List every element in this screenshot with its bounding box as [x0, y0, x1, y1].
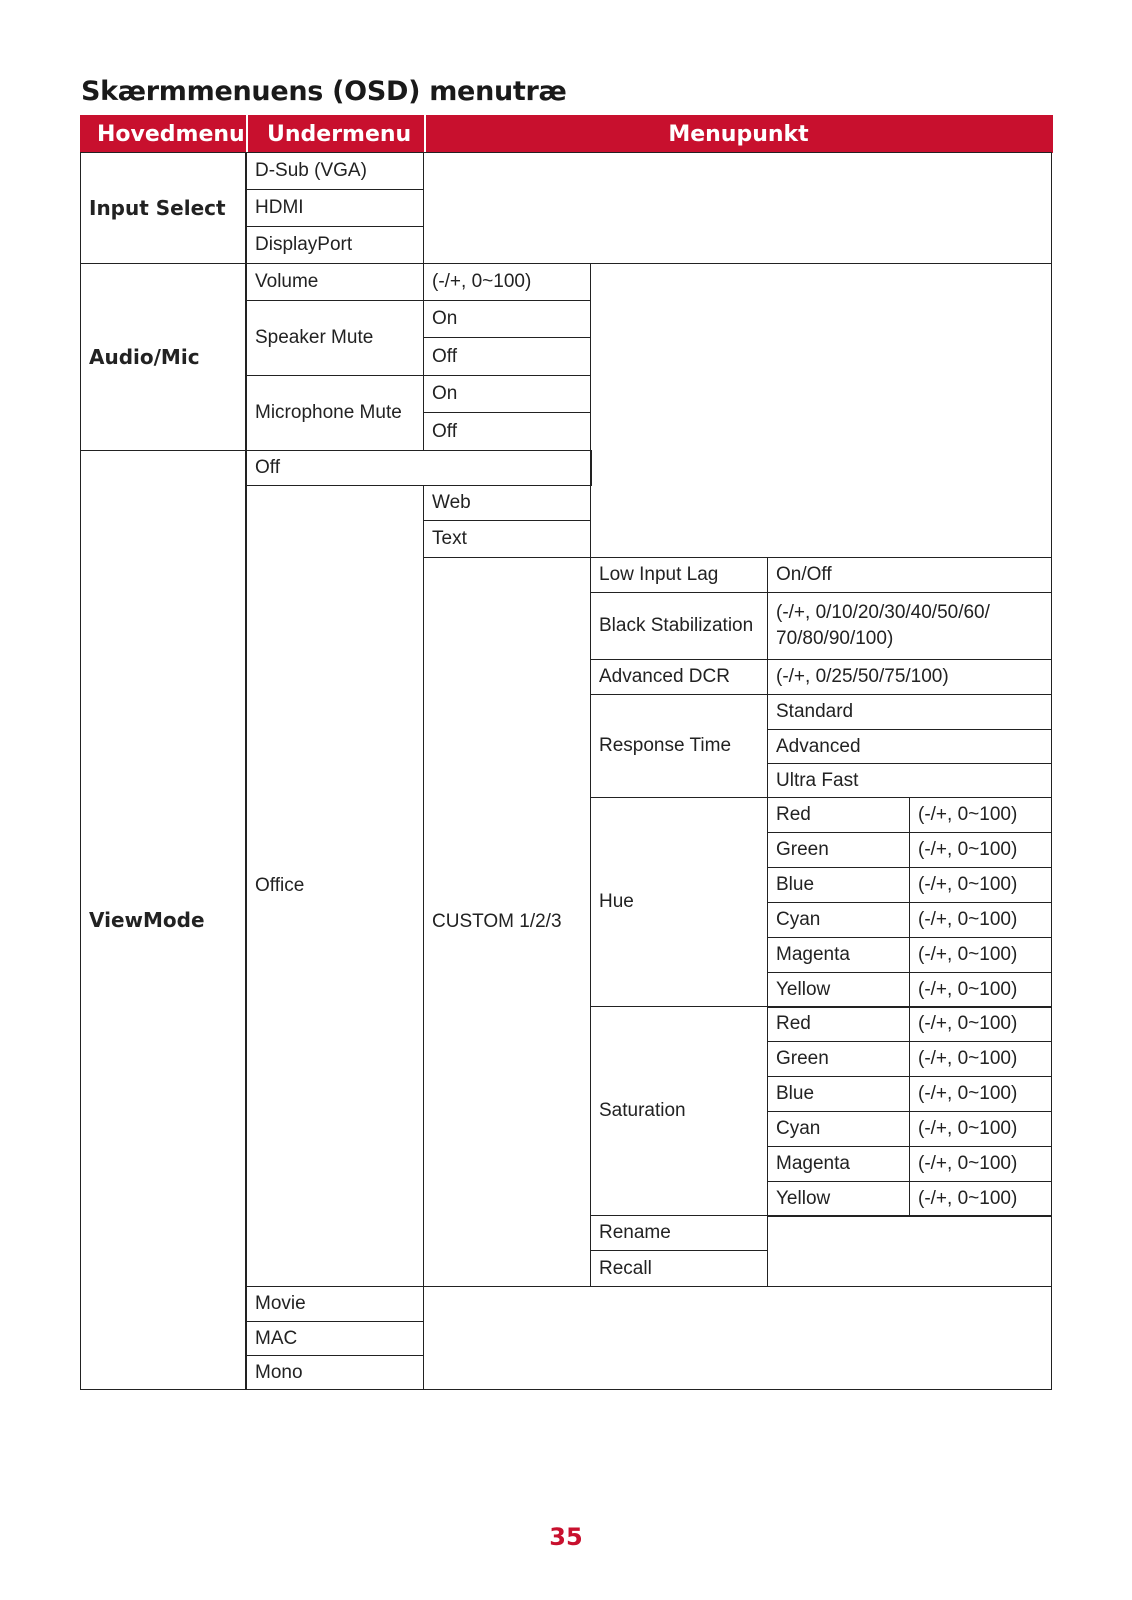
hue-color-range: (-/+, 0~100) [909, 867, 1052, 903]
response-time-advanced: Advanced [767, 729, 1052, 764]
custom-advanced-dcr: Advanced DCR [590, 659, 768, 695]
saturation-color-name: Cyan [767, 1111, 910, 1147]
saturation-color-name: Magenta [767, 1146, 910, 1182]
saturation-color-range: (-/+, 0~100) [909, 1076, 1052, 1112]
hue-color-name: Green [767, 832, 910, 868]
empty-cell [423, 152, 1052, 264]
saturation-color-range: (-/+, 0~100) [909, 1006, 1052, 1042]
sub-volume: Volume [246, 263, 424, 301]
saturation-color-name: Yellow [767, 1181, 910, 1217]
low-input-lag-value: On/Off [767, 557, 1052, 593]
sub-option-displayport: DisplayPort [246, 226, 424, 264]
office-text: Text [423, 520, 591, 558]
sub-microphone-mute: Microphone Mute [246, 375, 424, 451]
custom-black-stabilization: Black Stabilization [590, 592, 768, 660]
header-divider [424, 115, 426, 153]
hue-color-name: Cyan [767, 902, 910, 938]
main-menu-input-select: Input Select [80, 152, 246, 264]
volume-value: (-/+, 0~100) [423, 263, 591, 301]
header-divider [246, 115, 248, 153]
hue-color-range: (-/+, 0~100) [909, 937, 1052, 973]
sub-option-dsub: D-Sub (VGA) [246, 152, 424, 190]
hue-color-name: Blue [767, 867, 910, 903]
osd-menu-tree-table [81, 115, 1052, 1391]
saturation-color-name: Red [767, 1006, 910, 1042]
hue-color-range: (-/+, 0~100) [909, 902, 1052, 938]
hue-color-range: (-/+, 0~100) [909, 972, 1052, 1008]
custom-saturation: Saturation [590, 1006, 768, 1216]
page-title: Skærmmenuens (OSD) menutræ [81, 76, 567, 107]
custom-low-input-lag: Low Input Lag [590, 557, 768, 593]
saturation-color-range: (-/+, 0~100) [909, 1146, 1052, 1182]
hue-color-name: Red [767, 797, 910, 833]
page-number: 35 [549, 1523, 583, 1551]
microphone-mute-off: Off [423, 412, 591, 451]
main-menu-viewmode: ViewMode [80, 450, 246, 1390]
response-time-standard: Standard [767, 694, 1052, 730]
office-web: Web [423, 485, 591, 521]
office-custom: CUSTOM 1/2/3 [423, 557, 591, 1287]
sub-option-hdmi: HDMI [246, 189, 424, 227]
custom-rename: Rename [590, 1215, 768, 1251]
header-hovedmenu: Hovedmenu [97, 121, 245, 147]
speaker-mute-off: Off [423, 337, 591, 376]
speaker-mute-on: On [423, 300, 591, 338]
hue-color-range: (-/+, 0~100) [909, 832, 1052, 868]
empty-cell [590, 263, 1052, 558]
viewmode-office: Office [246, 485, 424, 1287]
saturation-color-name: Green [767, 1041, 910, 1077]
viewmode-movie: Movie [246, 1286, 424, 1322]
custom-recall: Recall [590, 1250, 768, 1287]
main-menu-audio-mic: Audio/Mic [80, 263, 246, 451]
viewmode-mac: MAC [246, 1321, 424, 1356]
custom-hue: Hue [590, 797, 768, 1007]
microphone-mute-on: On [423, 375, 591, 413]
sub-speaker-mute: Speaker Mute [246, 300, 424, 376]
hue-color-name: Magenta [767, 937, 910, 973]
hue-color-name: Yellow [767, 972, 910, 1008]
header-undermenu: Undermenu [267, 121, 412, 147]
saturation-color-range: (-/+, 0~100) [909, 1111, 1052, 1147]
saturation-color-name: Blue [767, 1076, 910, 1112]
saturation-color-range: (-/+, 0~100) [909, 1181, 1052, 1217]
black-stabilization-value: (-/+, 0/10/20/30/40/50/60/ 70/80/90/100) [767, 592, 1052, 660]
response-time-ultra-fast: Ultra Fast [767, 763, 1052, 798]
header-menupunkt: Menupunkt [668, 121, 809, 147]
viewmode-off: Off [246, 450, 592, 486]
saturation-color-range: (-/+, 0~100) [909, 1041, 1052, 1077]
viewmode-mono: Mono [246, 1355, 424, 1390]
hue-color-range: (-/+, 0~100) [909, 797, 1052, 833]
empty-cell [423, 1286, 1052, 1390]
empty-cell [767, 1215, 1052, 1287]
custom-response-time: Response Time [590, 694, 768, 798]
advanced-dcr-value: (-/+, 0/25/50/75/100) [767, 659, 1052, 695]
